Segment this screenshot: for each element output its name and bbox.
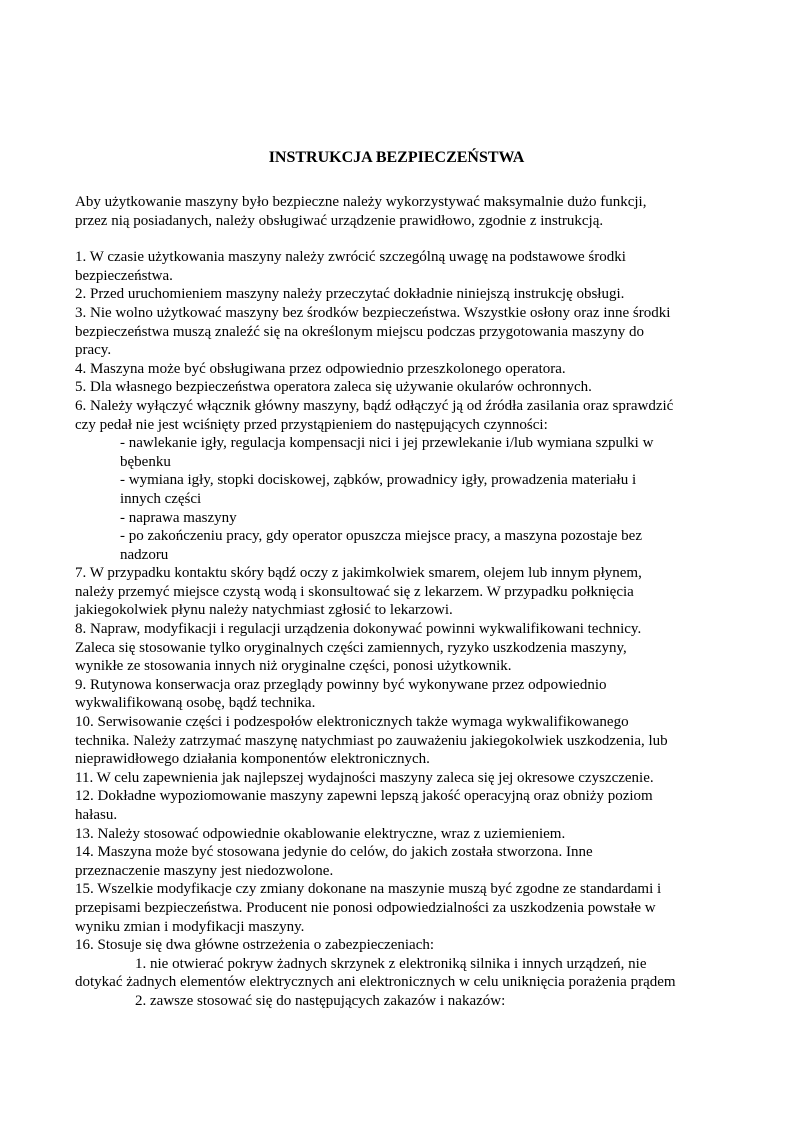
sub-list-line: bębenku [120, 453, 171, 470]
text-line: 6. Należy wyłączyć włącznik główny maszyny, bądź odłączyć ją od źródła zasilania oraz sprawdzić [75, 397, 674, 414]
text-line: 12. Dokładne wypoziomowanie maszyny zapewni lepszą jakość operacyjną oraz obniży poziom [75, 788, 653, 805]
text-line: 11. W celu zapewnienia jak najlepszej wydajności maszyny zaleca się jej okresowe czyszczenie. [75, 769, 654, 786]
indented-line: 2. zawsze stosować się do następujących zakazów i nakazów: [135, 992, 506, 1009]
text-line: 2. Przed uruchomieniem maszyny należy przeczytać dokładnie niniejszą instrukcję obsługi. [75, 286, 625, 303]
text-line: 4. Maszyna może być obsługiwana przez odpowiednio przeszkolonego operatora. [75, 360, 566, 377]
text-line: bezpieczeństwa. [75, 267, 173, 284]
text-line: 1. W czasie użytkowania maszyny należy zwrócić szczególną uwagę na podstawowe środki [75, 249, 626, 266]
text-line: Zaleca się stosowanie tylko oryginalnych części zamiennych, ryzyko uszkodzenia maszyny, [75, 639, 627, 656]
text-line: pracy. [75, 342, 112, 359]
text-line: 10. Serwisowanie części i podzespołów elektronicznych także wymaga wykwalifikowanego [75, 714, 629, 731]
text-line: 16. Stosuje się dwa główne ostrzeżenia o zabezpieczeniach: [75, 937, 435, 954]
text-line: należy przemyć miejsce czystą wodą i skonsultować się z lekarzem. W przypadku połknięcia [75, 583, 634, 600]
text-line: wyniku zmian i modyfikacji maszyny. [75, 918, 305, 935]
text-line: wynikłe ze stosowania innych niż oryginalne części, ponosi użytkownik. [75, 658, 512, 675]
intro-line: przez nią posiadanych, należy obsługiwać urządzenie prawidłowo, zgodnie z instrukcją. [75, 212, 604, 229]
document-body [75, 193, 725, 1011]
text-line: 7. W przypadku kontaktu skóry bądź oczy z jakimkolwiek smarem, olejem lub innym płynem, [75, 565, 642, 582]
text-line: 9. Rutynowa konserwacja oraz przeglądy powinny być wykonywane przez odpowiednio [75, 676, 607, 693]
text-line: technika. Należy zatrzymać maszynę natychmiast po zauważeniu jakiegokolwiek uszkodzenia, lub [75, 732, 668, 749]
text-line: jakiegokolwiek płynu należy natychmiast zgłosić to lekarzowi. [75, 602, 453, 619]
sub-list-line: - wymiana igły, stopki dociskowej, ząbków, prowadnicy igły, prowadzenia materiału i [120, 472, 637, 489]
text-line: dotykać żadnych elementów elektrycznych ani elektronicznych w celu uniknięcia porażenia prądem [75, 974, 676, 991]
sub-list-line: - naprawa maszyny [120, 509, 237, 526]
intro-line: Aby użytkowanie maszyny było bezpieczne należy wykorzystywać maksymalnie dużo funkcji, [75, 194, 647, 210]
text-line: 15. Wszelkie modyfikacje czy zmiany dokonane na maszynie muszą być zgodne ze standardami i [75, 881, 662, 898]
sub-list-line: innych części [120, 490, 202, 507]
text-line: hałasu. [75, 807, 118, 823]
text-line: czy pedał nie jest wciśnięty przed przystąpieniem do następujących czynności: [75, 416, 548, 433]
paragraph-gap [75, 230, 725, 248]
text-line: 8. Napraw, modyfikacji i regulacji urządzenia dokonywać powinni wykwalifikowani technicy. [75, 621, 642, 638]
text-line: 3. Nie wolno użytkować maszyny bez środków bezpieczeństwa. Wszystkie osłony oraz inne środki [75, 304, 671, 321]
sub-list-line: - po zakończeniu pracy, gdy operator opuszcza miejsce pracy, a maszyna pozostaje bez [120, 528, 642, 545]
text-line: przeznaczenie maszyny jest niedozwolone. [75, 862, 334, 879]
text-line: 14. Maszyna może być stosowana jedynie do celów, do jakich została stworzona. Inne [75, 844, 593, 861]
text-line: bezpieczeństwa muszą znaleźć się na określonym miejscu podczas przygotowania maszyny do [75, 323, 644, 340]
text-line: 5. Dla własnego bezpieczeństwa operatora zaleca się używanie okularów ochronnych. [75, 379, 592, 396]
text-line: 13. Należy stosować odpowiednie okablowanie elektryczne, wraz z uziemieniem. [75, 825, 566, 842]
text-line: nieprawidłowego działania komponentów elektronicznych. [75, 751, 430, 768]
document-title: INSTRUKCJA BEZPIECZEŃSTWA [268, 149, 525, 166]
sub-list-line: - nawlekanie igły, regulacja kompensacji nici i jej przewlekanie i/lub wymiana szpulki w [120, 435, 654, 452]
text-line: przepisami bezpieczeństwa. Producent nie ponosi odpowiedzialności za uszkodzenia powstałe w [75, 899, 656, 916]
indented-line: 1. nie otwierać pokryw żadnych skrzynek z elektroniką silnika i innych urządzeń, nie [135, 955, 647, 972]
text-line: wykwalifikowaną osobę, bądź technika. [75, 695, 316, 712]
sub-list-line: nadzoru [120, 546, 169, 563]
